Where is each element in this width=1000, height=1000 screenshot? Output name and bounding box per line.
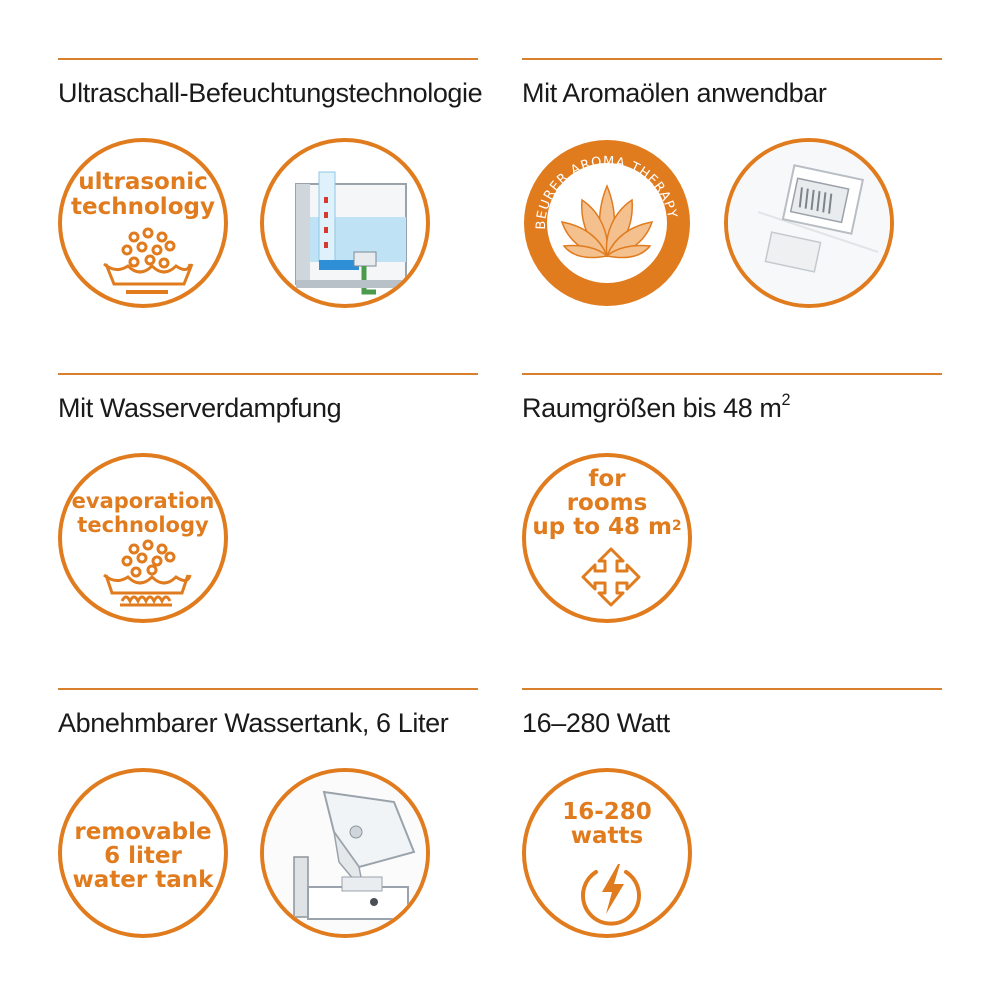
ring-text: BEURER AROMA THERAPY [533,154,680,230]
divider [522,373,942,375]
aroma-pad-compartment-photo [724,138,894,308]
humidifier-cutaway-photo [260,138,430,308]
feature-ultrasonic [58,58,483,338]
wattage-badge [522,768,692,938]
divider [58,58,478,60]
power-bolt-icon [526,772,692,938]
badge-line-1: removable [74,819,212,845]
room-size-badge [522,453,692,623]
title-text: Raumgrößen bis 48 m [522,393,782,423]
removable-tank-photo [260,768,430,938]
feature-title [522,393,790,424]
badge-line-2: rooms [566,490,648,516]
aroma-therapy-badge [522,138,692,308]
water-tank-badge [58,768,228,938]
badge-line-2: technology [71,194,215,220]
feature-title: Ultraschall-Befeuchtungstechnologie [58,78,483,108]
badge-line-2: watts [570,823,644,849]
divider [522,58,942,60]
feature-title: Abnehmbarer Wassertank, 6 Liter [58,708,449,738]
evaporation-badge [58,453,228,623]
bubbles-over-heater-icon [62,457,228,623]
feature-wattage [522,688,942,968]
badge-line-3-text: up to 48 m [532,514,673,540]
divider [58,688,478,690]
divider [58,373,478,375]
badge-line-1: evaporation [71,489,215,513]
badge-line-2: 6 liter [104,843,182,869]
badge-line-1: for [588,466,626,492]
feature-aroma [522,58,942,338]
feature-title: 16–280 Watt [522,708,670,738]
divider [522,688,942,690]
feature-water-tank [58,688,478,968]
badge-line-1: 16-280 [562,799,652,825]
feature-title: Mit Aromaölen anwendbar [522,78,827,108]
badge-line-2: technology [77,513,209,537]
feature-evaporation [58,373,478,653]
title-superscript: 2 [781,391,791,410]
badge-line-3-superscript: 2 [672,517,682,534]
four-way-arrows-icon [526,457,692,623]
badge-line-3: water tank [72,867,214,893]
ultrasonic-badge [58,138,228,308]
bubbles-in-basin-icon [62,142,228,308]
badge-line-1: ultrasonic [78,169,208,195]
feature-title: Mit Wasserverdampfung [58,393,342,423]
feature-room-size [522,373,942,653]
